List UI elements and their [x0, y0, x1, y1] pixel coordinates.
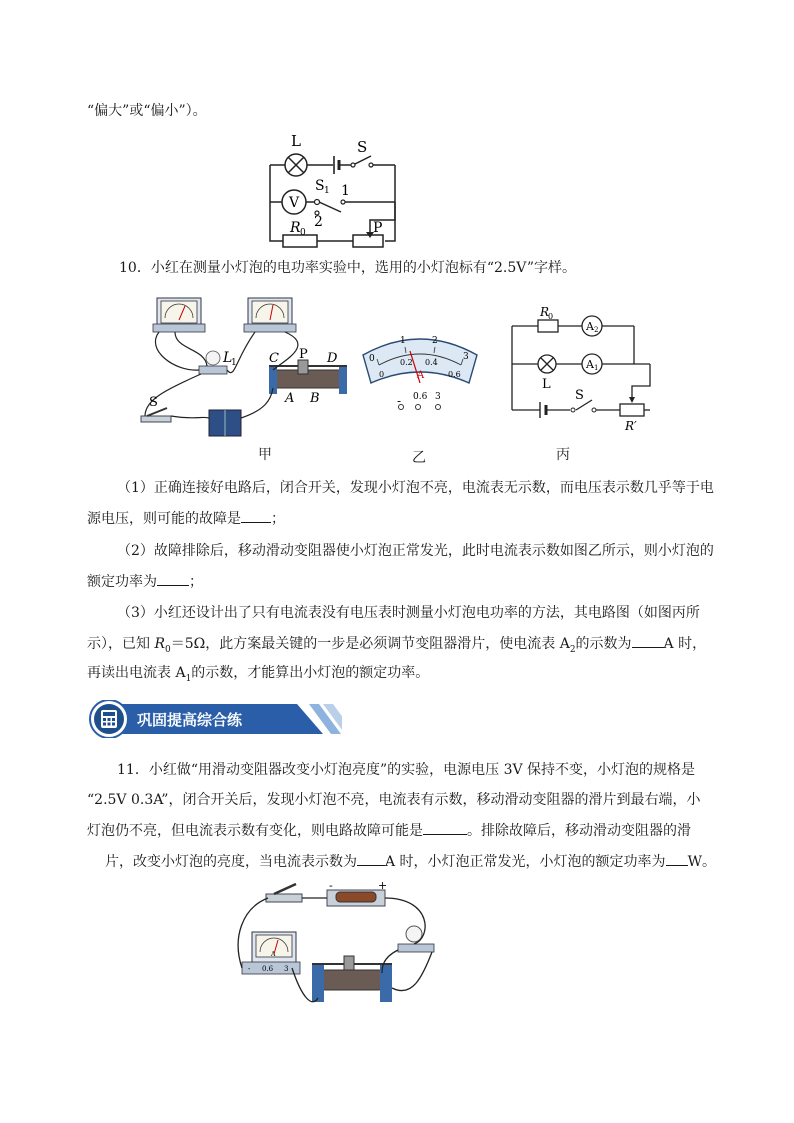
q10-part3-line1: （3）小红还设计出了只有电流表没有电压表时测量小灯泡电功率的方法，其电路图（如图丙所 [117, 605, 700, 621]
bing-ammeter-A1-sub: 1 [594, 364, 599, 372]
dial-top-tick-0: 0 [369, 354, 375, 364]
ammeter-icon [242, 932, 300, 974]
q9-label-S: S [357, 138, 368, 156]
q9-label-2: 2 [314, 214, 323, 230]
q10-figure-yi-dial [355, 325, 485, 420]
answer-blank[interactable] [666, 851, 688, 866]
jia-label-C: C [269, 351, 279, 366]
svg-text:-: - [397, 394, 402, 408]
q9-label-1: 1 [341, 183, 350, 199]
rheostat-icon [312, 956, 392, 1002]
voltmeter-icon [244, 298, 296, 332]
q9-voltmeter-V: V [289, 195, 300, 211]
q9-circuit-diagram [255, 128, 415, 246]
q10-part1-line2: 源电压，则可能的故障是 ； [87, 508, 285, 529]
q11-line1: 11．小红做“用滑动变阻器改变小灯泡亮度”的实验，电源电压 3V 保持不变，小灯泡的规格是 [117, 762, 696, 778]
q11-line3: 灯泡仍不亮，但电流表示数有变化，则电路故障可能是 。排除故障后，移动滑动变阻器的滑 [87, 820, 691, 841]
battery-minus: - [329, 879, 333, 892]
q9-label-S1-sub: 1 [324, 186, 330, 196]
dial-top-tick-1: 1 [400, 336, 406, 346]
jia-label-B: B [310, 391, 320, 406]
q11-apparatus-figure [232, 878, 444, 1013]
dial-bottom-tick-0: 0 [379, 370, 385, 379]
meter-terminal-3: 3 [284, 965, 289, 973]
q11-line2: “2.5V 0.3A”，闭合开关后，发现小灯泡不亮，电流表有示数，移动滑动变阻器的滑片到最右端，小 [87, 792, 701, 808]
meter-terminal-0.6: 0.6 [262, 965, 274, 973]
bing-label-L: L [542, 377, 551, 392]
answer-blank[interactable] [632, 633, 664, 648]
q9-label-R0-sub: 0 [300, 228, 306, 238]
dial-terminal-0.6: 0.6 [413, 392, 428, 402]
battery-icon [327, 879, 387, 906]
dial-top-tick-3: 3 [463, 352, 469, 362]
meter-unit: A [271, 951, 276, 958]
bulb-icon [398, 926, 434, 952]
caption-yi: 乙 [412, 450, 426, 466]
answer-blank[interactable] [423, 820, 467, 835]
top-line-text: “偏大”或“偏小”）。 [87, 103, 207, 119]
caption-bing: 丙 [556, 447, 570, 463]
dial-terminal-3: 3 [435, 392, 441, 402]
q9-label-R0: R [290, 220, 301, 236]
answer-blank[interactable] [241, 508, 271, 523]
battery-icon [209, 410, 241, 436]
dial-unit: A [417, 370, 425, 381]
q9-label-S1: S [315, 178, 325, 194]
dial-bottom-tick-3: 0.6 [448, 370, 461, 379]
q9-label-L: L [291, 132, 301, 150]
q10-figure-jia [135, 290, 365, 440]
jia-label-D: D [327, 351, 338, 366]
q10-part2-line1: （2）故障排除后，移动滑动变阻器使小灯泡正常发光，此时电流表示数如图乙所示，则小灯泡的 [117, 543, 714, 559]
dial-top-tick-2: 2 [432, 336, 438, 346]
section-banner [87, 700, 342, 738]
bing-ammeter-A2-sub: 2 [594, 326, 599, 334]
bing-ammeter-A1: A [586, 358, 594, 371]
bing-label-R0: R [540, 305, 550, 319]
switch-icon [266, 884, 302, 902]
q10-part3-line3: 再读出电流表 $A_1$的示数，才能算出小灯泡的额定功率。 [87, 665, 430, 684]
jia-label-P: P [299, 347, 308, 362]
q10-part1-line1: （1）正确连接好电路后，闭合开关，发现小灯泡不亮，电流表无示数，而电压表示数几乎等于电 [117, 480, 714, 496]
bing-ammeter-A2: A [586, 320, 594, 333]
answer-blank[interactable] [357, 851, 385, 866]
bing-label-R0-sub: 0 [548, 312, 554, 321]
q9-label-P: P [373, 220, 383, 236]
bing-label-R-prime: R′ [625, 419, 637, 433]
jia-label-A: A [285, 391, 295, 406]
q10-figure-bing-circuit [500, 300, 660, 435]
q10-stem: 10．小红在测量小灯泡的电功率实验中，选用的小灯泡标有“2.5V”字样。 [119, 260, 577, 276]
q11-line4: 片，改变小灯泡的亮度，当电流表示数为 A 时，小灯泡正常发光，小灯泡的额定功率为 W。 [105, 851, 716, 872]
ammeter-icon [153, 298, 205, 332]
q10-part2-line2: 额定功率为 ； [87, 571, 203, 592]
dial-bottom-tick-1: 0.2 [400, 358, 413, 367]
q10-part3-line2: 示），已知 $R_0=5\Omega$，此方案最关键的一步是必须调节变阻器滑片，使电流表 $A_2$的示数为 A 时， [87, 633, 706, 660]
jia-label-L: L [223, 350, 233, 366]
calculator-icon [101, 710, 117, 728]
bing-label-S: S [575, 388, 584, 403]
jia-label-L-sub: 1 [231, 358, 237, 368]
battery-plus: + [378, 879, 388, 892]
answer-blank[interactable] [157, 571, 189, 586]
caption-jia: 甲 [258, 447, 272, 463]
jia-label-S: S [149, 395, 158, 410]
dial-bottom-tick-2: 0.4 [425, 358, 438, 367]
meter-terminal-neg: - [248, 965, 251, 973]
section-title: 巩固提高综合练 [137, 711, 243, 729]
